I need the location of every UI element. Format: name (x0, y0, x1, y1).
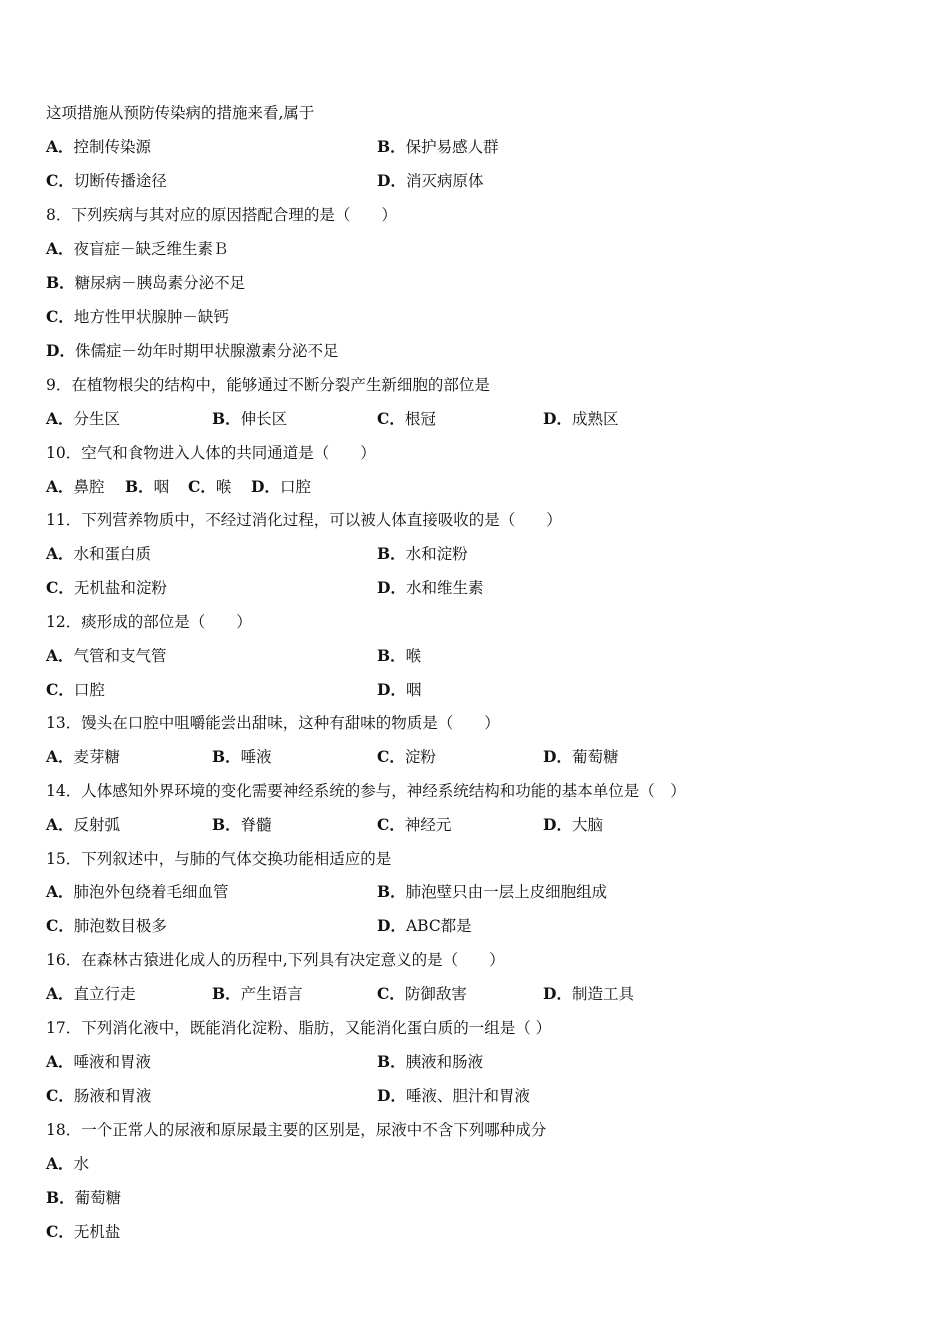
q10-option-c: C．喉 (188, 477, 232, 496)
q18-option-c: C．无机盐 (46, 1222, 121, 1241)
q17-option-c: C．肠液和胃液 (46, 1086, 152, 1105)
q14-option-d: D．大脑 (543, 815, 603, 834)
q12-option-c: C．口腔 (46, 680, 105, 699)
q17-option-b: B．胰液和肠液 (377, 1052, 484, 1071)
q8-option-c: C．地方性甲状腺肿－缺钙 (46, 307, 229, 326)
q7-option-b: B．保护易感人群 (377, 137, 499, 156)
q7-option-a: A．控制传染源 (46, 137, 152, 156)
q11-option-d: D．水和维生素 (377, 578, 484, 597)
q11-option-c: C．无机盐和淀粉 (46, 578, 167, 597)
q9-option-d: D．成熟区 (543, 409, 619, 428)
q10-option-b: B．咽 (125, 477, 170, 496)
q18-stem: 18．一个正常人的尿液和原尿最主要的区别是，尿液中不含下列哪种成分 (46, 1121, 547, 1139)
q12-stem: 12．痰形成的部位是（ ） (46, 613, 252, 631)
q13-stem: 13．馒头在口腔中咀嚼能尝出甜味，这种有甜味的物质是（ ） (46, 714, 500, 732)
q13-option-a: A．麦芽糖 (46, 747, 121, 766)
q8-option-b: B．糖尿病－胰岛素分泌不足 (46, 273, 246, 292)
q14-option-c: C．神经元 (377, 815, 452, 834)
q17-option-d: D．唾液、胆汁和胃液 (377, 1086, 530, 1105)
q10-option-a: A．鼻腔 (46, 477, 105, 496)
q9-option-c: C．根冠 (377, 409, 436, 428)
q18-option-a: A．水 (46, 1154, 90, 1173)
q8-option-a: A．夜盲症－缺乏维生素Ｂ (46, 239, 229, 258)
q16-option-d: D．制造工具 (543, 984, 634, 1003)
q12-option-b: B．喉 (377, 646, 422, 665)
q11-option-b: B．水和淀粉 (377, 544, 468, 563)
q13-option-b: B．唾液 (212, 747, 272, 766)
q12-option-a: A．气管和支气管 (46, 646, 167, 665)
q7-intro: 这项措施从预防传染病的措施来看,属于 (46, 104, 315, 122)
q14-option-b: B．脊髓 (212, 815, 272, 834)
q14-option-a: A．反射弧 (46, 815, 121, 834)
q16-option-a: A．直立行走 (46, 984, 136, 1003)
q16-stem: 16．在森林古猿进化成人的历程中,下列具有决定意义的是（ ） (46, 951, 505, 969)
q15-option-b: B．肺泡壁只由一层上皮细胞组成 (377, 882, 608, 901)
q15-option-d: D．ABC都是 (377, 916, 472, 935)
q7-option-c: C．切断传播途径 (46, 171, 167, 190)
q17-stem: 17．下列消化液中，既能消化淀粉、脂肪，又能消化蛋白质的一组是（ ） (46, 1019, 552, 1037)
q15-stem: 15．下列叙述中，与肺的气体交换功能相适应的是 (46, 850, 392, 868)
q16-option-c: C．防御敌害 (377, 984, 467, 1003)
q10-stem: 10．空气和食物进入人体的共同通道是（ ） (46, 444, 376, 462)
q17-option-a: A．唾液和胃液 (46, 1052, 152, 1071)
q15-option-a: A．肺泡外包绕着毛细血管 (46, 882, 229, 901)
q10-option-d: D．口腔 (251, 477, 311, 496)
q13-option-c: C．淀粉 (377, 747, 436, 766)
q9-stem: 9．在植物根尖的结构中，能够通过不断分裂产生新细胞的部位是 (46, 376, 490, 394)
q14-stem: 14．人体感知外界环境的变化需要神经系统的参与，神经系统结构和功能的基本单位是（ ） (46, 782, 686, 800)
q15-option-c: C．肺泡数目极多 (46, 916, 167, 935)
q7-option-d: D．消灭病原体 (377, 171, 484, 190)
q9-option-b: B．伸长区 (212, 409, 288, 428)
q12-option-d: D．咽 (377, 680, 422, 699)
q8-option-d: D．侏儒症－幼年时期甲状腺激素分泌不足 (46, 341, 339, 360)
q9-option-a: A．分生区 (46, 409, 121, 428)
q11-stem: 11．下列营养物质中，不经过消化过程，可以被人体直接吸收的是（ ） (46, 511, 562, 529)
q18-option-b: B．葡萄糖 (46, 1188, 122, 1207)
q8-stem: 8．下列疾病与其对应的原因搭配合理的是（ ） (46, 206, 397, 224)
q11-option-a: A．水和蛋白质 (46, 544, 152, 563)
q13-option-d: D．葡萄糖 (543, 747, 619, 766)
q16-option-b: B．产生语言 (212, 984, 303, 1003)
